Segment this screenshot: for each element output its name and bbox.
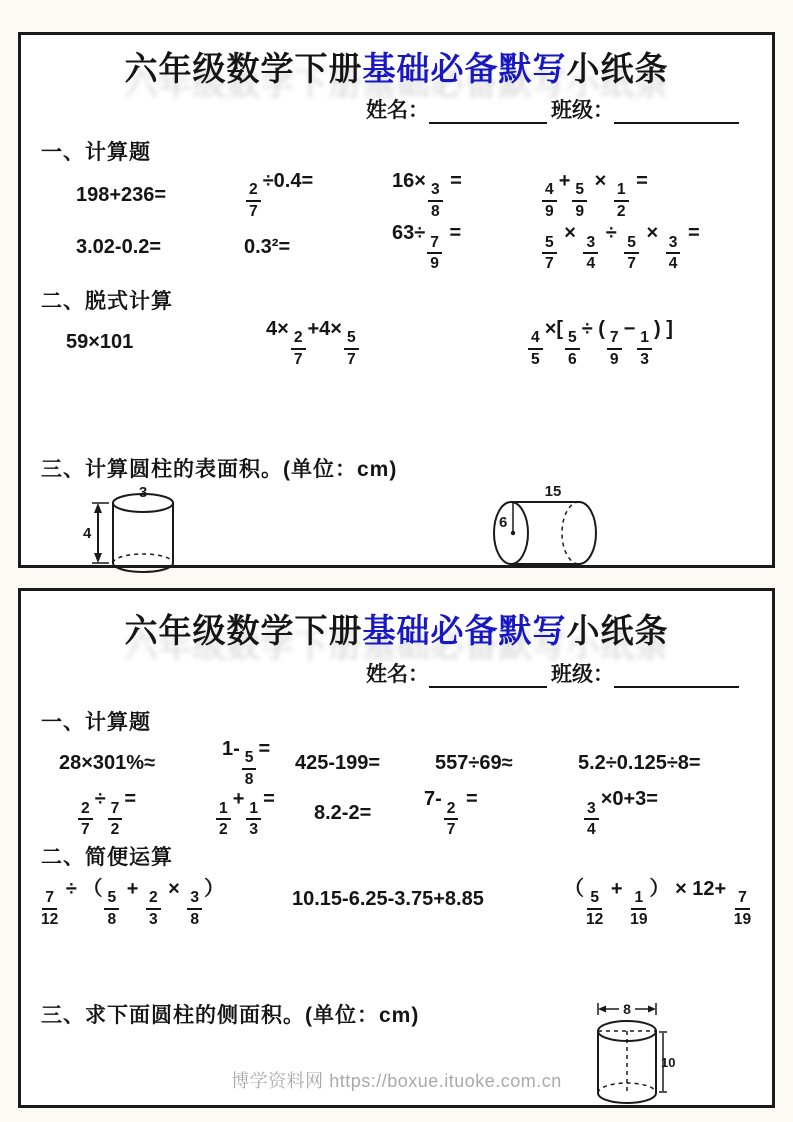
problem-row (21, 788, 772, 838)
name-blank (429, 100, 547, 124)
class-blank (614, 100, 739, 124)
fraction: $\frac{7}{2}$ (108, 800, 123, 839)
fraction: $\frac{3}{8}$ (187, 889, 202, 928)
fraction: $\frac{7}{9}$ (607, 329, 622, 368)
section-heading-simplified: 二、简便运算 (41, 845, 173, 869)
problem-row (21, 170, 772, 220)
fraction: $\frac{5}{7}$ (624, 234, 639, 273)
section-lateral-area (21, 999, 772, 1117)
fraction: $\frac{3}{4}$ (584, 800, 599, 839)
math-problem: 8.2-2= (314, 802, 372, 825)
class-label: 班级： (551, 663, 614, 686)
title-part-right: 小纸条 (566, 612, 669, 649)
fraction: $\frac{5}{8}$ (104, 889, 119, 928)
height-label: 4 (83, 524, 92, 542)
math-problem: $\frac{1}{2}$ + $\frac{1}{3}$ = (214, 788, 314, 838)
math-problem: 557÷69≈ (435, 751, 513, 774)
problem-row (21, 222, 772, 272)
title-part-highlight: 基础必备默写 (362, 612, 567, 649)
fraction: $\frac{5}{6}$ (565, 329, 580, 368)
fraction: $\frac{5}{8}$ (242, 749, 257, 788)
title-part-right: 小纸条 (566, 50, 669, 87)
fraction: $\frac{2}{7}$ (291, 329, 306, 368)
fraction: $\frac{3}{4}$ (666, 234, 681, 273)
math-problem: 1- $\frac{5}{8}$ = (222, 738, 271, 788)
height-label: 10 (661, 1054, 676, 1070)
math-problem: 5.2÷0.125÷8= (578, 751, 701, 774)
length-label: 15 (544, 482, 562, 500)
fraction: $\frac{1}{2}$ (614, 181, 629, 220)
math-problem: $\frac{2}{7}$ ÷ $\frac{7}{2}$ = (76, 788, 214, 838)
fraction: $\frac{2}{3}$ (146, 889, 161, 928)
math-problem: 7- $\frac{2}{7}$ = (424, 788, 478, 839)
radius-label: 6 (499, 513, 508, 531)
name-label: 姓名： (366, 99, 429, 122)
fraction: $\frac{5}{7}$ (542, 234, 557, 273)
problem-row (21, 738, 772, 788)
title-part-left: 六年级数学下册 (124, 612, 363, 649)
fraction: $\frac{7}{19}$ (733, 889, 752, 928)
fraction: $\frac{5}{9}$ (572, 181, 587, 220)
math-problem: 3.02-0.2= (76, 236, 162, 259)
diameter-label: 8 (623, 1000, 631, 1017)
math-problem: $\frac{4}{9}$ + $\frac{5}{9}$ × $\frac{1}{2}$ = (540, 170, 772, 220)
fraction: $\frac{4}{5}$ (528, 329, 543, 368)
math-problem: 63÷ $\frac{7}{9}$ = (392, 222, 462, 273)
vertical-cylinder-figure (83, 483, 188, 581)
fraction: $\frac{7}{9}$ (427, 234, 442, 273)
problem-row (21, 871, 772, 929)
worksheet-title (21, 43, 772, 90)
fraction: $\frac{3}{4}$ (583, 234, 598, 273)
class-blank (614, 664, 739, 688)
math-problem: 0.3²= (244, 236, 291, 259)
fraction: $\frac{2}{7}$ (78, 800, 93, 839)
problem-row (21, 315, 772, 371)
math-problem: 198+236= (76, 183, 167, 206)
fraction: $\frac{7}{12}$ (41, 889, 59, 928)
name-class-line (21, 94, 772, 124)
section-heading-lateral-area: 三、求下面圆柱的侧面积。(单位：cm) (41, 1003, 420, 1027)
horizontal-cylinder-drawing (483, 483, 608, 571)
fraction: $\frac{3}{8}$ (428, 181, 443, 220)
vertical-cylinder-drawing (83, 483, 188, 581)
fraction: $\frac{1}{2}$ (216, 800, 231, 839)
title-part-left: 六年级数学下册 (124, 50, 363, 87)
diameter-label: 3 (138, 483, 148, 501)
fraction: $\frac{2}{7}$ (444, 800, 459, 839)
math-problem: （ $\frac{5}{12}$ + $\frac{1}{19}$ ） × 12+ $\frac{7}{19}$ (564, 877, 752, 928)
section-heading-stepwise: 二、脱式计算 (41, 289, 173, 313)
fraction: $\frac{5}{12}$ (586, 889, 604, 928)
math-problem: $\frac{7}{12}$ ÷ （ $\frac{5}{8}$ + $\frac{2}{3}$ × $\frac{3}{8}$ ） (41, 877, 225, 928)
class-label: 班级： (551, 99, 614, 122)
fraction: $\frac{5}{7}$ (344, 329, 359, 368)
math-problem: 10.15-6.25-3.75+8.85 (292, 888, 484, 911)
worksheet-card-2 (18, 588, 775, 1108)
section-heading-calculation: 一、计算题 (41, 711, 151, 734)
worksheet-card-1 (18, 32, 775, 568)
horizontal-cylinder-figure (483, 483, 608, 571)
math-problem: $\frac{3}{4}$ ×0+3= (582, 788, 772, 838)
math-problem: 425-199= (295, 751, 381, 774)
name-blank (429, 664, 547, 688)
math-problem: 59×101 (66, 331, 134, 354)
math-problem: $\frac{5}{7}$ × $\frac{3}{4}$ ÷ $\frac{5}{7}$ × $\frac{3}{4}$ = (540, 222, 772, 272)
cylinder-figures (21, 483, 772, 581)
section-heading-calculation: 一、计算题 (41, 141, 151, 164)
fraction: $\frac{1}{19}$ (630, 889, 648, 928)
math-problem: 16× $\frac{3}{8}$ = (392, 170, 462, 220)
worksheet-title (21, 605, 772, 652)
fraction: $\frac{2}{7}$ (246, 181, 261, 220)
title-part-highlight: 基础必备默写 (362, 50, 567, 87)
name-label: 姓名： (366, 663, 429, 686)
math-problem: $\frac{4}{5}$ ×[ $\frac{5}{6}$ ÷ ( $\frac{7}{9}$ − $\frac{1}{3}$ ) ] (526, 318, 772, 368)
site-watermark: 博学资料网 https://boxue.ituoke.com.cn (231, 1070, 562, 1091)
fraction: $\frac{1}{3}$ (246, 800, 261, 839)
math-problem: 4× $\frac{2}{7}$ +4× $\frac{5}{7}$ (266, 318, 526, 368)
section-heading-surface-area: 三、计算圆柱的表面积。(单位：cm) (41, 457, 398, 481)
fraction: $\frac{1}{3}$ (637, 329, 652, 368)
name-class-line (21, 658, 772, 688)
math-problem: 28×301%≈ (59, 751, 156, 774)
fraction: $\frac{4}{9}$ (542, 181, 557, 220)
math-problem: $\frac{2}{7}$ ÷0.4= (244, 170, 392, 220)
